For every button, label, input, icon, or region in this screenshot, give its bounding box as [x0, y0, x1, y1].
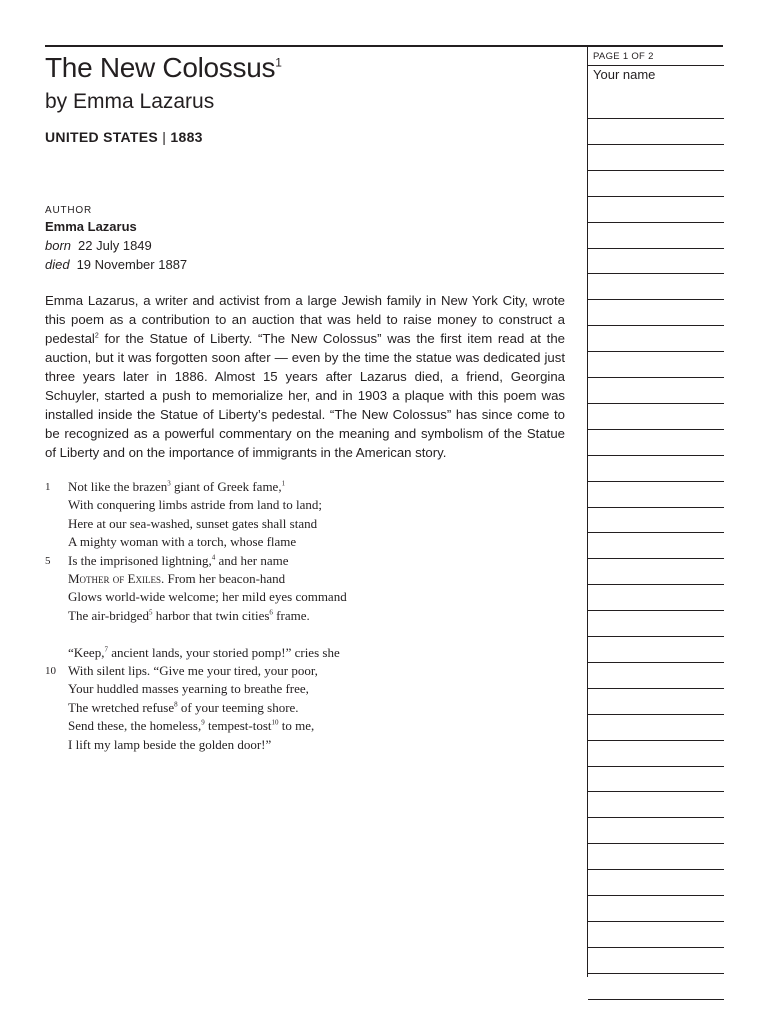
- poem-line: [45, 662, 565, 680]
- poem-line: [45, 717, 565, 735]
- country-year: [45, 129, 203, 145]
- poem-line: [45, 570, 565, 588]
- poem-line: [45, 533, 565, 551]
- note-line: [588, 429, 724, 430]
- note-line: [588, 662, 724, 663]
- poem-line: [45, 515, 565, 533]
- poem-line: [45, 644, 565, 662]
- poem-line: [45, 607, 565, 625]
- line-text: Is the imprisoned lightning,$^4$ and her name: [68, 552, 289, 568]
- note-line: [588, 688, 724, 689]
- note-line: [588, 869, 724, 870]
- note-line: [588, 558, 724, 559]
- note-line: [588, 843, 724, 844]
- note-line: [588, 507, 724, 508]
- note-line: [588, 118, 724, 119]
- poem-title: The New Colossus$^1$: [45, 52, 282, 83]
- line-text: “Keep,$^7$ ancient lands, your storied pomp!” cries she: [68, 644, 340, 660]
- note-line: [588, 895, 724, 896]
- name-rule: [588, 65, 724, 66]
- line-number: 5: [45, 554, 51, 567]
- footnote-ref: 5: [148, 608, 153, 617]
- note-line: [588, 999, 724, 1000]
- died-row: [45, 257, 187, 272]
- page-label: PAGE 1 OF 2: [593, 51, 654, 62]
- died-label: died: [45, 257, 70, 272]
- poem-line: [45, 552, 565, 570]
- line-text: Glows world-wide welcome; her mild eyes command: [68, 589, 347, 605]
- footnote-ref: 7: [104, 645, 108, 654]
- note-line: [588, 532, 724, 533]
- footnote-ref: 1: [275, 55, 282, 70]
- note-line: [588, 377, 724, 378]
- footnote-ref: 1: [281, 479, 286, 488]
- poem-line: [45, 496, 565, 514]
- line-number: 1: [45, 481, 51, 493]
- line-text: A mighty woman with a torch, whose flame: [68, 534, 297, 550]
- note-line: [588, 196, 724, 197]
- note-line: [588, 248, 724, 249]
- separator: |: [162, 129, 167, 145]
- born-row: [45, 238, 152, 253]
- note-line: [588, 610, 724, 611]
- footnote-ref: 2: [94, 332, 99, 340]
- note-line: [588, 584, 724, 585]
- note-line: [588, 403, 724, 404]
- note-line: [588, 325, 724, 326]
- footnote-ref: 6: [269, 608, 273, 617]
- note-line: [588, 144, 724, 145]
- line-text: With conquering limbs astride from land to land;: [68, 497, 323, 513]
- line-text: The air-bridged$^5$ harbor that twin cities$^6$ frame.: [68, 607, 310, 623]
- footnote-ref: 8: [174, 700, 178, 709]
- line-text: Mother of Exiles. From her beacon-hand: [68, 570, 286, 586]
- note-line: [588, 817, 724, 818]
- footnote-ref: 9: [201, 718, 205, 727]
- intro-paragraph: Emma Lazarus, a writer and activist from a large Jewish family in New York City, wrote this poem as a contribution to an auction that was held to raise money to construct a pedestal$^2$ for the Statue of Liberty. “The New Colossus” was the first item read at the auction, but it was forgotten soon after — even by the time the statue was dedicated just three years later in 1886. Almost 15 years after Lazarus died, a friend, Georgina Schuyler, started a push to memorialize her, and in 1903 a plaque with this poem was installed inside the Statue of Liberty’s pedestal. “The New Colossus” has since come to be recognized as a powerful commentary on the meaning and symbolism of the Statue of Liberty and on the importance of immigrants in the American story.: [45, 293, 565, 460]
- died-date: 19 November 1887: [76, 257, 188, 272]
- note-line: [588, 740, 724, 741]
- line-text: Here at our sea-washed, sunset gates shall stand: [68, 515, 318, 531]
- poem: [45, 478, 565, 754]
- stanza-break: [45, 625, 565, 644]
- line-text: Your huddled masses yearning to breathe free,: [68, 681, 309, 697]
- poem-line: [45, 478, 565, 496]
- note-line: [588, 921, 724, 922]
- line-number: 10: [45, 665, 56, 678]
- note-line: [588, 170, 724, 171]
- footnote-ref: 3: [167, 479, 171, 488]
- notes-column: [587, 47, 724, 977]
- born-label: born: [45, 238, 72, 253]
- your-name-field[interactable]: Your name: [593, 67, 656, 82]
- country: UNITED STATES: [45, 129, 159, 145]
- note-line: [588, 714, 724, 715]
- note-line: [588, 299, 724, 300]
- note-line: [588, 481, 724, 482]
- author-label: AUTHOR: [45, 205, 93, 216]
- note-line: [588, 947, 724, 948]
- line-text: Send these, the homeless,$^9$ tempest-tost$^{10}$ to me,: [68, 718, 315, 734]
- born-date: 22 July 1849: [78, 238, 152, 253]
- byline: by Emma Lazarus: [45, 90, 215, 113]
- year: 1883: [170, 129, 203, 145]
- note-line: [588, 455, 724, 456]
- note-line: [588, 766, 724, 767]
- note-line: [588, 273, 724, 274]
- poem-line: [45, 736, 565, 754]
- footnote-ref: 10: [271, 718, 279, 727]
- note-line: [588, 636, 724, 637]
- poem-line: [45, 680, 565, 698]
- poem-line: [45, 588, 565, 606]
- line-text: Not like the brazen$^3$ giant of Greek fame,$^1$: [68, 479, 286, 494]
- note-line: [588, 222, 724, 223]
- line-text: I lift my lamp beside the golden door!”: [68, 736, 272, 752]
- line-text: With silent lips. “Give me your tired, your poor,: [68, 663, 318, 679]
- note-line: [588, 791, 724, 792]
- line-text: The wretched refuse$^8$ of your teeming shore.: [68, 699, 299, 715]
- author-name: Emma Lazarus: [45, 219, 137, 234]
- footnote-ref: 4: [211, 553, 216, 562]
- poem-line: [45, 699, 565, 717]
- note-line: [588, 351, 724, 352]
- note-line: [588, 973, 724, 974]
